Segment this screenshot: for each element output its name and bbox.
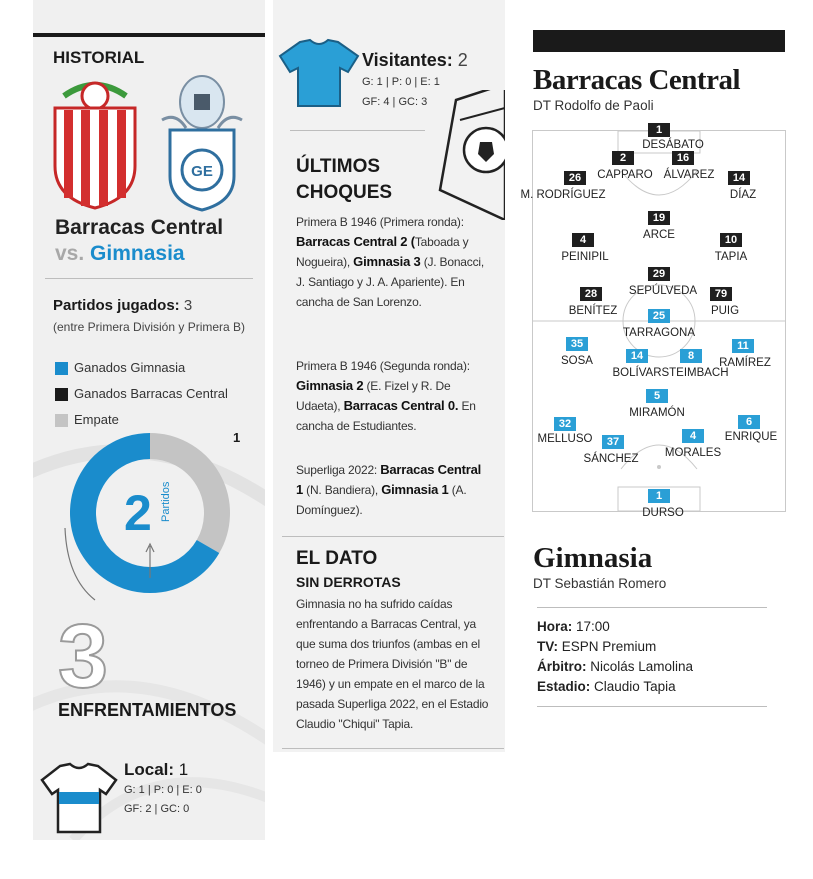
away-team-title: Gimnasia xyxy=(533,542,653,574)
away-player-name: SOSA xyxy=(561,355,593,367)
estadio-line xyxy=(537,679,676,694)
legend-label-empate: Empate xyxy=(74,412,119,427)
local-stats-1: G: 1 | P: 0 | E: 0 xyxy=(124,784,202,796)
legend-swatch-empate xyxy=(55,414,68,427)
away-coach: DT Sebastián Romero xyxy=(533,576,667,591)
local-label: Local: xyxy=(124,760,175,779)
home-player-number: 28 xyxy=(580,287,602,301)
barracas-crest-icon xyxy=(50,78,140,210)
legend-swatch-barracas xyxy=(55,388,68,401)
visitantes-stats-1: G: 1 | P: 0 | E: 1 xyxy=(362,76,440,88)
visitantes-stats-2: GF: 4 | GC: 3 xyxy=(362,96,428,108)
dato-text: Gimnasia no ha sufrido caídas enfrentando a Barracas Central, ya que suma dos triunfos (ambas en el torneo de Primera División "B" de 1946) y un empate en el marco de la pasada Superliga 2022, en el Estadio Claudio "Chiqui" Tapia. xyxy=(296,597,489,731)
away-player-name: MIRAMÓN xyxy=(629,407,685,419)
tv-line xyxy=(537,639,656,654)
home-player-name: PUIG xyxy=(710,305,740,317)
match-1-rest: (J. Bonacci, J. Santiago y J. A. Apariente). En cancha de San Lorenzo. xyxy=(296,255,484,309)
home-player-name: M. RODRÍGUEZ xyxy=(520,189,606,201)
ultimos-heading-2: CHOQUES xyxy=(296,182,393,203)
away-player-name: DURSO xyxy=(642,507,684,519)
divider xyxy=(282,748,504,749)
home-player-number: 14 xyxy=(728,171,750,185)
arbitro-line xyxy=(537,659,693,674)
away-player-number: 14 xyxy=(626,349,648,363)
away-player-name: ENRIQUE xyxy=(724,431,778,443)
home-player-number: 19 xyxy=(648,211,670,225)
away-player-name: SÁNCHEZ xyxy=(583,453,639,465)
home-player-name: CAPPARO xyxy=(597,169,653,181)
away-player-number: 32 xyxy=(554,417,576,431)
away-player-name: RAMÍREZ xyxy=(719,357,771,369)
match-3 xyxy=(296,460,491,520)
match-2-intro: Primera B 1946 (Segunda ronda): xyxy=(296,359,470,373)
played-note: (entre Primera División y Primera B) xyxy=(53,320,246,334)
svg-text:GE: GE xyxy=(191,163,213,180)
away-player-number: 8 xyxy=(680,349,702,363)
match-3-scorers1: (N. Bandiera), xyxy=(306,483,379,497)
visitantes-value: 2 xyxy=(457,50,468,70)
away-player-number: 5 xyxy=(646,389,668,403)
away-player-number: 37 xyxy=(602,435,624,449)
arbitro-label: Árbitro: xyxy=(537,659,587,674)
home-player-number: 4 xyxy=(572,233,594,247)
divider xyxy=(537,607,767,608)
team-b-title: Gimnasia xyxy=(90,242,185,265)
match-1-team1: Barracas Central 2 ( xyxy=(296,234,415,249)
estadio-label: Estadio: xyxy=(537,679,591,694)
home-player-number: 10 xyxy=(720,233,742,247)
visitor-shirt-icon xyxy=(278,38,360,108)
match-2-scorers1: (E. Fizel y R. De Udaeta), xyxy=(296,379,451,413)
vs-label: vs. xyxy=(55,242,85,265)
match-1-intro: Primera B 1946 (Primera ronda): xyxy=(296,215,464,229)
home-player-name: SEPÚLVEDA xyxy=(628,285,698,297)
local-value: 1 xyxy=(178,760,189,779)
donut-draw-label: 1 xyxy=(233,430,241,445)
top-black-bar xyxy=(533,30,785,52)
away-player-number: 1 xyxy=(648,489,670,503)
home-player-number: 29 xyxy=(648,267,670,281)
match-1-team2: Gimnasia 3 xyxy=(353,254,421,269)
dato-subheading: SIN DERROTAS xyxy=(296,574,401,590)
home-player-number: 79 xyxy=(710,287,732,301)
match-3-intro: Superliga 2022: xyxy=(296,463,378,477)
donut-center-value: 2 xyxy=(124,485,152,541)
home-player-name: TAPIA xyxy=(714,251,748,263)
home-player-number: 26 xyxy=(564,171,586,185)
dato-heading: EL DATO xyxy=(296,548,378,569)
match-1-scorers1: Taboada y Nogueira), xyxy=(296,235,469,269)
away-player-name: BOLÍVAR xyxy=(612,367,662,379)
home-player-name: DÍAZ xyxy=(729,189,757,201)
match-3-team2: Gimnasia 1 xyxy=(381,482,449,497)
divider xyxy=(45,278,253,279)
top-rule xyxy=(33,33,265,37)
historial-heading: HISTORIAL xyxy=(53,48,145,67)
team-a-title: Barracas Central xyxy=(55,216,224,239)
away-player-name: MORALES xyxy=(664,447,722,459)
arbitro-value: Nicolás Lamolina xyxy=(590,659,694,674)
home-player-name: ÁLVAREZ xyxy=(663,169,715,181)
match-3-team1: Barracas Central 1 xyxy=(296,462,482,497)
played-value: 3 xyxy=(183,297,193,314)
local-stats-2: GF: 2 | GC: 0 xyxy=(124,803,190,815)
legend-label-barracas: Ganados Barracas Central xyxy=(74,386,228,401)
away-player-name: MELLUSO xyxy=(537,433,593,445)
ultimos-heading-1: ÚLTIMOS xyxy=(296,156,381,177)
hora-line xyxy=(537,619,610,634)
home-player-name: PEINIPIL xyxy=(561,251,609,263)
hora-value: 17:00 xyxy=(576,619,610,634)
home-player-name: BENÍTEZ xyxy=(568,305,618,317)
home-player-name: DESÁBATO xyxy=(642,139,704,151)
match-2 xyxy=(296,356,491,436)
local-shirt-icon xyxy=(40,762,118,834)
legend-swatch-gimnasia xyxy=(55,362,68,375)
home-player-name: ARCE xyxy=(643,229,675,241)
big-number: 3 xyxy=(58,607,109,707)
hora-label: Hora: xyxy=(537,619,573,634)
gimnasia-crest-icon xyxy=(156,72,248,212)
divider xyxy=(290,130,425,131)
divider xyxy=(537,706,767,707)
home-coach: DT Rodolfo de Paoli xyxy=(533,98,654,113)
legend-label-gimnasia: Ganados Gimnasia xyxy=(74,360,186,375)
lineup-pitch xyxy=(520,124,786,519)
visitantes-label: Visitantes: xyxy=(362,50,453,70)
divider xyxy=(282,536,504,537)
donut-center-label: Partidos xyxy=(160,481,172,522)
enfrentamientos-heading: ENFRENTAMIENTOS xyxy=(58,700,237,720)
home-player-number: 2 xyxy=(612,151,634,165)
away-player-number: 25 xyxy=(648,309,670,323)
away-player-number: 6 xyxy=(738,415,760,429)
tv-value: ESPN Premium xyxy=(561,639,657,654)
tv-label: TV: xyxy=(537,639,559,654)
away-player-name: TARRAGONA xyxy=(623,327,695,339)
played-label: Partidos jugados: xyxy=(53,297,180,314)
ball-pitch-illustration xyxy=(436,90,505,220)
away-player-name: STEIMBACH xyxy=(661,367,729,379)
away-player-number: 35 xyxy=(566,337,588,351)
match-2-team2: Barracas Central 0. xyxy=(343,398,459,413)
away-player-number: 11 xyxy=(732,339,754,353)
match-2-team1: Gimnasia 2 xyxy=(296,378,364,393)
results-donut-chart xyxy=(55,428,255,618)
home-team-title: Barracas Central xyxy=(533,64,741,96)
home-player-number: 16 xyxy=(672,151,694,165)
match-2-rest: En cancha de Estudiantes. xyxy=(296,399,476,433)
away-player-number: 4 xyxy=(682,429,704,443)
match-1 xyxy=(296,212,491,312)
estadio-value: Claudio Tapia xyxy=(594,679,676,694)
home-player-number: 1 xyxy=(648,123,670,137)
match-3-rest: (A. Domínguez). xyxy=(296,483,467,517)
